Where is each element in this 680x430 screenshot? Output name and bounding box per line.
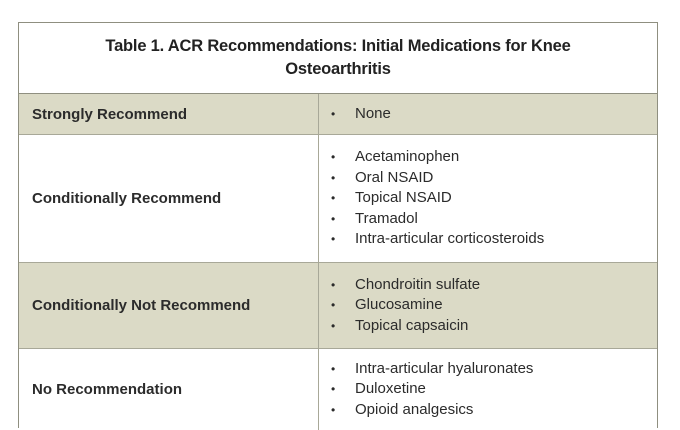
medication-name: Oral NSAID [355,168,434,186]
bullet-dot-icon: • [331,150,336,165]
bullet-dot-icon: • [331,277,336,292]
row-items [319,135,657,262]
bullet-dot-icon: • [331,402,336,417]
row-items [319,94,657,134]
medication-name: Intra-articular corticosteroids [355,230,545,248]
list-item [331,104,391,125]
list-item [331,295,480,316]
bullet-dot-icon: • [331,232,336,247]
row-items [319,349,657,430]
medication-name: Glucosamine [355,296,443,314]
table-row-strongly-recommend [19,94,657,135]
list-item [331,147,544,168]
medication-list [331,275,480,337]
medication-name: None [355,104,391,122]
table-row-conditionally-not-recommend [19,263,657,349]
list-item [331,379,533,400]
row-label: Strongly Recommend [19,94,319,134]
medication-list [331,147,544,250]
medication-list [331,359,533,421]
row-items [319,263,657,348]
list-item [331,400,533,421]
medication-name: Acetaminophen [355,148,460,166]
bullet-dot-icon: • [331,106,336,121]
table-body [19,93,657,430]
table-row-conditionally-recommend [19,135,657,263]
list-item [331,188,544,209]
list-item [331,229,544,250]
list-item [331,168,544,189]
bullet-dot-icon: • [331,298,336,313]
medication-name: Opioid analgesics [355,400,474,418]
medication-name: Topical NSAID [355,189,452,207]
row-label: Conditionally Not Recommend [19,263,319,348]
recommendations-table [18,22,658,428]
medication-list [331,104,391,125]
bullet-dot-icon: • [331,211,336,226]
bullet-dot-icon: • [331,361,336,376]
medication-name: Intra-articular hyaluronates [355,359,534,377]
list-item [331,359,533,380]
bullet-dot-icon: • [331,170,336,185]
bullet-dot-icon: • [331,191,336,206]
row-label: No Recommendation [19,349,319,430]
medication-name: Tramadol [355,209,418,227]
bullet-dot-icon: • [331,382,336,397]
table-title: Table 1. ACR Recommendations: Initial Medications for Knee Osteoarthritis [105,37,571,78]
list-item [331,209,544,230]
row-label: Conditionally Recommend [19,135,319,262]
table-row-no-recommendation [19,349,657,430]
medication-name: Topical capsaicin [355,316,469,334]
medication-name: Chondroitin sulfate [355,275,481,293]
list-item [331,316,480,337]
list-item [331,275,480,296]
medication-name: Duloxetine [355,380,426,398]
bullet-dot-icon: • [331,318,336,333]
